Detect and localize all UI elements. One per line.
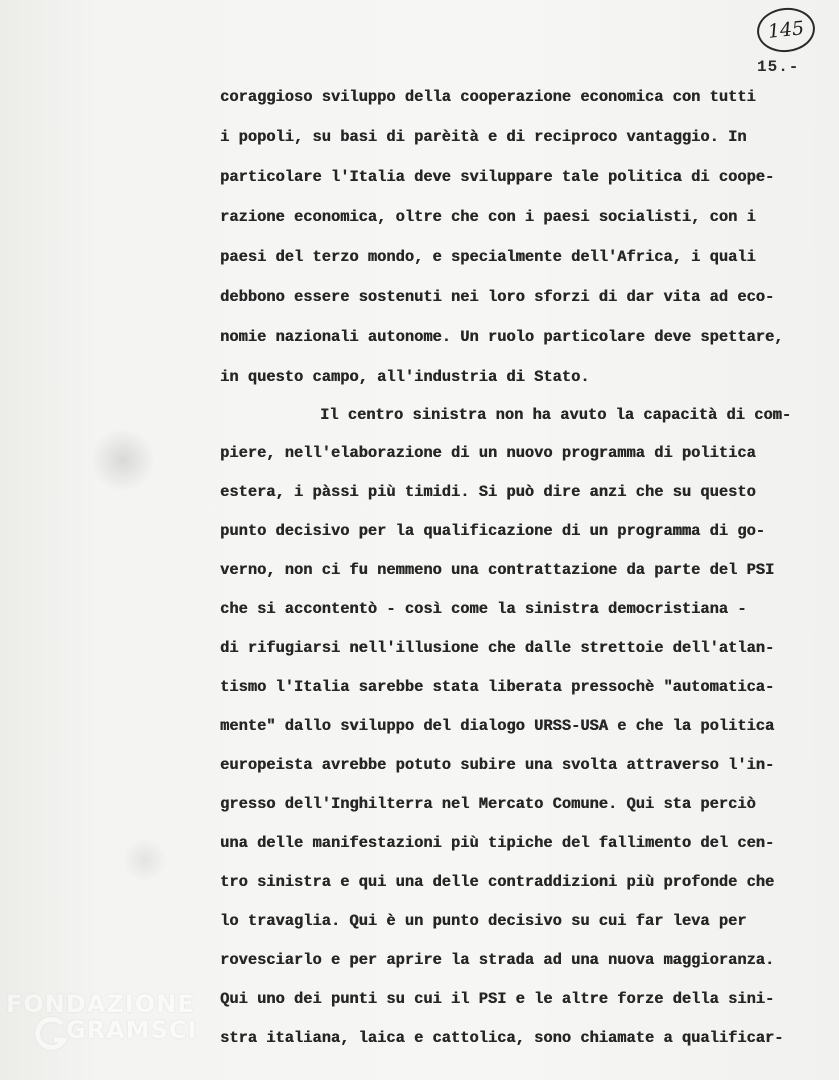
text-line: tismo l'Italia sarebbe stata liberata pressochè "automatica- [220,678,775,696]
text-line: in questo campo, all'industria di Stato. [220,368,590,386]
text-line: i popoli, su basi di parèità e di reciproco vantaggio. In [220,128,747,146]
text-line: di rifugiarsi nell'illusione che dalle strettoie dell'atlan- [220,639,775,657]
text-line: debbono essere sostenuti nei loro sforzi di dar vita ad eco- [220,288,775,306]
text-line: europeista avrebbe potuto subire una svolta attraverso l'in- [220,756,775,774]
text-line: gresso dell'Inghilterra nel Mercato Comune. Qui sta perciò [220,795,756,813]
text-line: una delle manifestazioni più tipiche del fallimento del cen- [220,834,775,852]
text-line: lo travaglia. Qui è un punto decisivo su cui far leva per [220,912,747,930]
text-line: mente" dallo sviluppo del dialogo URSS-USA e che la politica [220,717,775,735]
text-line: razione economica, oltre che con i paesi socialisti, con i [220,208,756,226]
text-line: tro sinistra e qui una delle contraddizioni più profonde che [220,873,775,891]
text-line: particolare l'Italia deve sviluppare tale politica di coope- [220,168,775,186]
watermark-line-2: GRAMSCI [66,1016,198,1044]
text-line: piere, nell'elaborazione di un nuovo programma di politica [220,444,756,462]
gramsci-logo-icon [34,1016,68,1052]
text-line: coraggioso sviluppo della cooperazione economica con tutti [220,88,756,106]
text-line: stra italiana, laica e cattolica, sono chiamate a qualificar- [220,1029,784,1047]
text-line: Il centro sinistra non ha avuto la capacità di com- [320,406,792,424]
text-line: che si accontentò - così come la sinistra democristiana - [220,600,747,618]
text-line: Qui uno dei punti su cui il PSI e le altre forze della sini- [220,990,775,1008]
watermark-line-1: FONDAZIONE [6,990,195,1018]
fondazione-gramsci-watermark [4,988,214,1068]
text-line: estera, i pàssi più timidi. Si può dire anzi che su questo [220,483,756,501]
ink-smudge [88,430,158,490]
ink-smudge [120,840,170,880]
text-line: paesi del terzo mondo, e specialmente dell'Africa, i quali [220,248,756,266]
text-line: punto decisivo per la qualificazione di un programma di go- [220,522,765,540]
text-line: verno, non ci fu nemmeno una contrattazione da parte del PSI [220,561,775,579]
page-number: 15.- [757,58,800,76]
text-line: nomie nazionali autonome. Un ruolo particolare deve spettare, [220,328,784,346]
text-line: rovesciarlo e per aprire la strada ad una nuova maggioranza. [220,951,775,969]
archive-page-number: 145 [755,5,817,55]
